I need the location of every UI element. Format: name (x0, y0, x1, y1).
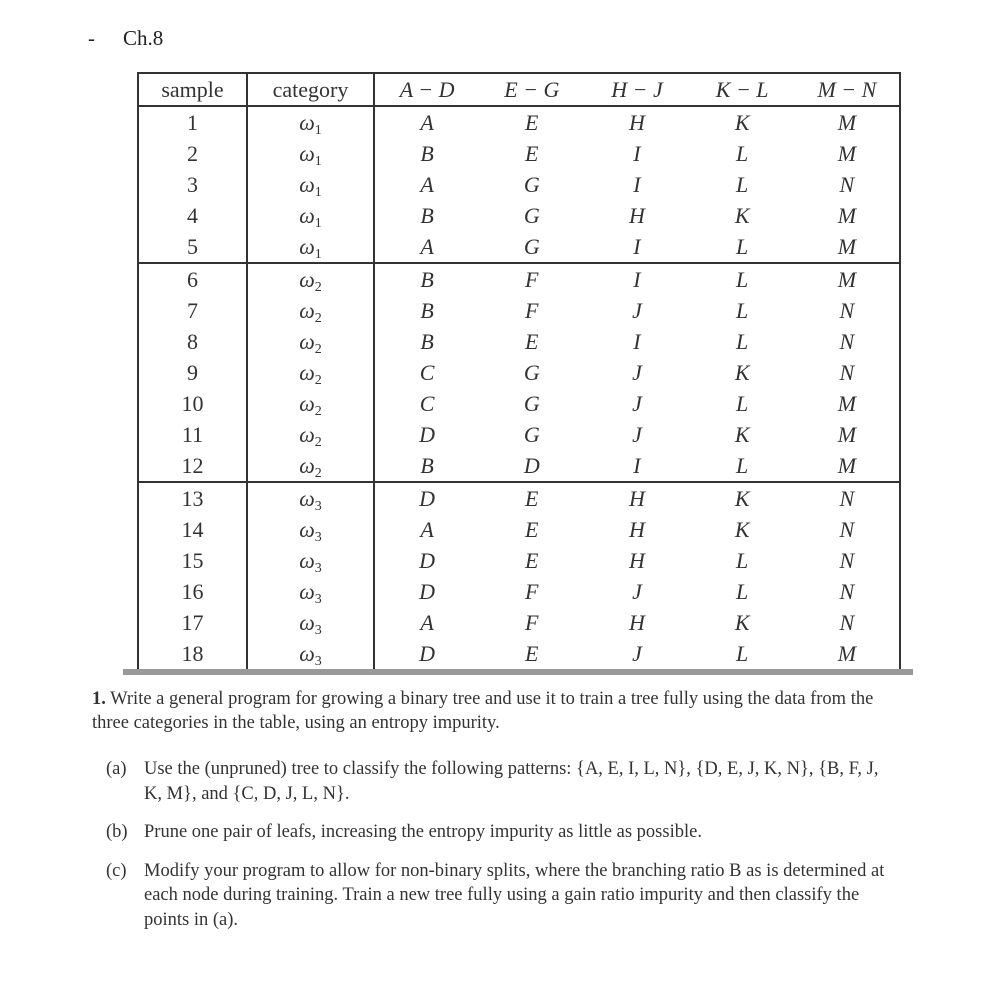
cell-category (247, 545, 374, 576)
cell-a-d: D (419, 579, 436, 604)
cell-h-j: J (632, 391, 642, 416)
cell-h-j: J (632, 298, 642, 323)
table-row (138, 263, 900, 295)
cell-sample: 15 (138, 545, 247, 576)
cell-sample: 14 (138, 514, 247, 545)
cell-h-j: H (629, 548, 645, 573)
part-label: (a) (106, 759, 127, 779)
category-symbol: ω (299, 234, 315, 259)
category-index: 2 (314, 373, 322, 388)
table-row (138, 576, 900, 607)
cell-h-j: I (633, 453, 641, 478)
category-symbol: ω (299, 486, 315, 511)
category-symbol: ω (299, 298, 315, 323)
table-bottom-rule (123, 669, 913, 675)
cell-m-n: M (837, 641, 857, 666)
cell-k-l: L (736, 453, 749, 478)
part-label: (b) (106, 822, 128, 842)
cell-h-j: J (632, 422, 642, 447)
category-symbol: ω (299, 641, 315, 666)
table-row (138, 295, 900, 326)
cell-sample: 5 (138, 231, 247, 263)
part-text: Modify your program to allow for non-binary splits, where the branching ratio B as is determined at each node during training. Train a new tree fully using a gain ratio impurity and then classify the points in (a). (144, 860, 885, 930)
cell-e-g: E (525, 110, 539, 135)
category-index: 2 (314, 435, 322, 450)
category-index: 2 (314, 466, 322, 481)
part-text: Prune one pair of leafs, increasing the entropy impurity as little as possible. (144, 822, 702, 842)
cell-h-j: I (584, 263, 689, 295)
cell-m-n: N (839, 360, 855, 385)
table-row (138, 514, 900, 545)
cell-category (247, 514, 374, 545)
cell-category (247, 357, 374, 388)
problem-part-a (106, 757, 886, 806)
cell-k-l: K (734, 610, 750, 635)
cell-m-n: N (839, 172, 855, 197)
table-row (138, 106, 900, 138)
cell-category (247, 482, 374, 514)
cell-category (247, 607, 374, 638)
cell-m-n: N (839, 579, 855, 604)
cell-h-j: I (633, 172, 641, 197)
cell-k-l: K (734, 422, 750, 447)
header-h-j: H − J (584, 73, 689, 106)
cell-k-l: K (734, 110, 750, 135)
cell-category (247, 200, 374, 231)
cell-sample: 4 (138, 200, 247, 231)
category-symbol: ω (299, 329, 315, 354)
cell-a-d: B (420, 453, 434, 478)
cell-k-l: L (736, 141, 749, 166)
cell-e-g: E (525, 641, 539, 666)
category-symbol: ω (299, 610, 315, 635)
cell-e-g: G (523, 234, 540, 259)
category-index: 1 (314, 216, 322, 231)
cell-sample: 7 (138, 295, 247, 326)
cell-category (247, 419, 374, 450)
cell-e-g: E (525, 329, 539, 354)
cell-category (247, 263, 374, 295)
cell-sample: 17 (138, 607, 247, 638)
category-index: 3 (314, 530, 322, 545)
cell-e-g: F (479, 263, 584, 295)
cell-sample: 2 (138, 138, 247, 169)
cell-m-n: N (839, 610, 855, 635)
category-symbol: ω (299, 141, 315, 166)
cell-category (247, 169, 374, 200)
data-table (137, 72, 901, 669)
cell-sample: 6 (138, 263, 247, 295)
table-row (138, 482, 900, 514)
category-index: 1 (314, 154, 322, 169)
category-symbol: ω (299, 110, 315, 135)
category-index: 3 (314, 623, 322, 638)
chapter-heading (0, 0, 1000, 72)
cell-category (247, 106, 374, 138)
category-index: 2 (314, 342, 322, 357)
category-symbol: ω (299, 267, 315, 292)
problem-statement (92, 687, 882, 735)
category-index: 1 (314, 123, 322, 138)
table-row (138, 419, 900, 450)
category-symbol: ω (299, 203, 315, 228)
cell-a-d: B (420, 141, 434, 166)
cell-m-n: M (837, 234, 857, 259)
category-symbol: ω (299, 453, 315, 478)
cell-a-d: A (420, 610, 434, 635)
problem-part-b (106, 820, 886, 845)
cell-e-g: G (523, 203, 540, 228)
cell-sample: 9 (138, 357, 247, 388)
bullet-dash: - (88, 26, 95, 50)
cell-h-j: I (633, 141, 641, 166)
problem-number: 1. (92, 689, 106, 709)
category-symbol: ω (299, 579, 315, 604)
table-row (138, 357, 900, 388)
cell-a-d: D (419, 422, 436, 447)
category-index: 3 (314, 499, 322, 514)
problem-part-c (106, 859, 886, 933)
cell-m-n: N (795, 482, 900, 514)
cell-category (247, 231, 374, 263)
cell-h-j: H (629, 610, 645, 635)
category-index: 2 (314, 311, 322, 326)
problem-text: Write a general program for growing a binary tree and use it to train a tree fully using the data from the three categories in the table, using an entropy impurity. (92, 689, 874, 733)
cell-a-d: D (419, 548, 436, 573)
category-symbol: ω (299, 360, 315, 385)
category-symbol: ω (299, 517, 315, 542)
cell-k-l: L (736, 579, 749, 604)
cell-a-d: B (420, 329, 434, 354)
cell-sample: 1 (138, 106, 247, 138)
table-row (138, 169, 900, 200)
header-e-g: E − G (479, 73, 584, 106)
cell-e-g: D (523, 453, 540, 478)
cell-k-l: K (734, 203, 750, 228)
header-k-l: K − L (690, 73, 795, 106)
category-index: 1 (314, 185, 322, 200)
cell-sample: 18 (138, 638, 247, 669)
cell-k-l: L (736, 298, 749, 323)
cell-category (247, 326, 374, 357)
cell-m-n: N (839, 298, 855, 323)
cell-h-j: J (632, 579, 642, 604)
category-index: 3 (314, 592, 322, 607)
cell-a-d: A (420, 234, 434, 259)
part-label: (c) (106, 860, 127, 881)
cell-a-d: D (419, 641, 436, 666)
table-row (138, 388, 900, 419)
cell-k-l: L (736, 391, 749, 416)
cell-a-d: D (374, 482, 479, 514)
cell-e-g: G (523, 360, 540, 385)
chapter-label: Ch.8 (123, 26, 164, 50)
header-m-n: M − N (795, 73, 900, 106)
cell-sample: 3 (138, 169, 247, 200)
header-a-d: A − D (374, 73, 479, 106)
category-index: 3 (314, 561, 322, 576)
cell-sample: 13 (138, 482, 247, 514)
cell-category (247, 638, 374, 669)
cell-k-l: L (690, 263, 795, 295)
cell-h-j: H (629, 203, 645, 228)
category-index: 2 (314, 280, 322, 295)
cell-h-j: H (584, 482, 689, 514)
table-header-row (138, 73, 900, 106)
cell-m-n: N (839, 548, 855, 573)
cell-m-n: M (837, 141, 857, 166)
table-row (138, 138, 900, 169)
cell-e-g: E (479, 482, 584, 514)
cell-h-j: J (632, 360, 642, 385)
cell-k-l: L (736, 172, 749, 197)
table-row (138, 607, 900, 638)
cell-k-l: L (736, 234, 749, 259)
cell-category (247, 295, 374, 326)
cell-m-n: M (837, 453, 857, 478)
part-text: Use the (unpruned) tree to classify the following patterns: {A, E, I, L, N}, {D, E, J, K, N}, {B, F, J, K, M}, and {C, D, J, L, N}. (144, 759, 879, 804)
category-symbol: ω (299, 172, 315, 197)
table-row (138, 638, 900, 669)
header-category: category (247, 73, 374, 106)
cell-e-g: E (525, 141, 539, 166)
cell-category (247, 576, 374, 607)
cell-a-d: A (420, 110, 434, 135)
table-row (138, 326, 900, 357)
cell-a-d: C (419, 391, 435, 416)
cell-m-n: N (839, 329, 855, 354)
category-index: 1 (314, 247, 322, 262)
table-body (138, 106, 900, 669)
cell-k-l: K (690, 482, 795, 514)
cell-h-j: H (629, 110, 645, 135)
cell-category (247, 138, 374, 169)
cell-m-n: M (837, 110, 857, 135)
cell-m-n: N (839, 517, 855, 542)
cell-a-d: B (420, 203, 434, 228)
cell-sample: 8 (138, 326, 247, 357)
table-row (138, 200, 900, 231)
cell-k-l: K (734, 360, 750, 385)
cell-category (247, 388, 374, 419)
cell-a-d: A (420, 172, 434, 197)
cell-e-g: E (525, 517, 539, 542)
cell-k-l: L (736, 548, 749, 573)
cell-m-n: M (837, 203, 857, 228)
cell-a-d: B (420, 298, 434, 323)
cell-m-n: M (837, 422, 857, 447)
table-row (138, 450, 900, 482)
cell-k-l: L (736, 641, 749, 666)
cell-a-d: A (420, 517, 434, 542)
cell-h-j: I (633, 234, 641, 259)
cell-a-d: B (374, 263, 479, 295)
table-row (138, 545, 900, 576)
cell-e-g: G (523, 172, 540, 197)
header-sample: sample (138, 73, 247, 106)
cell-e-g: F (525, 610, 539, 635)
cell-a-d: C (419, 360, 435, 385)
category-symbol: ω (299, 391, 315, 416)
cell-k-l: L (736, 329, 749, 354)
cell-sample: 12 (138, 450, 247, 482)
cell-h-j: J (632, 641, 642, 666)
cell-sample: 16 (138, 576, 247, 607)
cell-e-g: G (523, 391, 540, 416)
table-row (138, 231, 900, 263)
category-index: 2 (314, 404, 322, 419)
cell-category (247, 450, 374, 482)
cell-sample: 11 (138, 419, 247, 450)
cell-h-j: I (633, 329, 641, 354)
cell-m-n: M (837, 391, 857, 416)
cell-sample: 10 (138, 388, 247, 419)
cell-m-n: M (795, 263, 900, 295)
cell-e-g: E (525, 548, 539, 573)
cell-e-g: F (525, 298, 539, 323)
category-symbol: ω (299, 422, 315, 447)
cell-e-g: F (525, 579, 539, 604)
cell-k-l: K (734, 517, 750, 542)
cell-e-g: G (523, 422, 540, 447)
category-symbol: ω (299, 548, 315, 573)
category-index: 3 (314, 654, 322, 669)
cell-h-j: H (629, 517, 645, 542)
